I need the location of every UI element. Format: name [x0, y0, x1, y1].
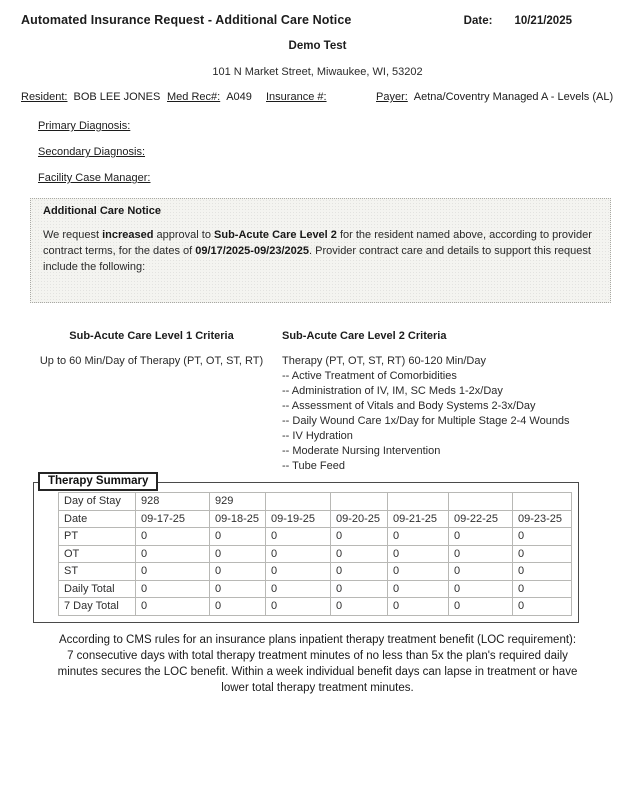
table-cell: 0 — [136, 528, 210, 546]
level2-criteria-heading: Sub-Acute Care Level 2 Criteria — [282, 330, 447, 342]
notice-bold-text: 09/17/2025-09/23/2025 — [195, 245, 310, 257]
table-cell: 0 — [266, 598, 331, 616]
date-label: Date: — [463, 15, 493, 27]
additional-care-notice-box — [30, 198, 611, 303]
table-cell: 0 — [449, 580, 513, 598]
table-cell: 09-20-25 — [331, 510, 388, 528]
table-cell: 09-17-25 — [136, 510, 210, 528]
notice-heading: Additional Care Notice — [43, 205, 161, 217]
table-row — [59, 510, 572, 528]
table-cell: 0 — [266, 528, 331, 546]
table-cell: 0 — [266, 563, 331, 581]
table-row — [59, 580, 572, 598]
table-cell — [266, 493, 331, 511]
table-cell: 0 — [513, 563, 572, 581]
table-cell: 0 — [136, 598, 210, 616]
notice-bold-text: increased — [102, 229, 154, 241]
table-cell: 0 — [331, 598, 388, 616]
table-cell: 0 — [331, 563, 388, 581]
table-cell — [331, 493, 388, 511]
resident-value: BOB LEE JONES — [73, 91, 161, 103]
page-title: Automated Insurance Request - Additional Care Notice — [21, 13, 352, 27]
table-cell: 0 — [136, 563, 210, 581]
level1-criteria-heading: Sub-Acute Care Level 1 Criteria — [69, 330, 234, 342]
table-cell: 0 — [210, 598, 266, 616]
table-cell: 0 — [136, 545, 210, 563]
secondary-diagnosis-label: Secondary Diagnosis: — [38, 146, 146, 158]
text-line: According to CMS rules for an insurance plans inpatient therapy treatment benefit (LOC requirement): — [58, 633, 577, 646]
text-line: Therapy (PT, OT, ST, RT) 60-120 Min/Day — [282, 355, 486, 367]
notice-bold-text: Sub-Acute Care Level 2 — [214, 229, 337, 241]
med-rec-field — [167, 91, 266, 103]
document-header — [21, 13, 614, 27]
level2-criteria-column — [282, 330, 578, 474]
resident-label: Resident: — [21, 91, 68, 103]
resident-info-row — [21, 91, 614, 103]
table-cell: 0 — [136, 580, 210, 598]
row-label: OT — [59, 545, 136, 563]
table-cell: 0 — [449, 563, 513, 581]
table-cell: 0 — [388, 545, 449, 563]
table-cell — [388, 493, 449, 511]
table-cell: 0 — [449, 598, 513, 616]
table-row — [59, 545, 572, 563]
payer-field — [376, 91, 614, 103]
table-cell: 09-19-25 — [266, 510, 331, 528]
table-cell: 09-21-25 — [388, 510, 449, 528]
table-cell: 0 — [210, 545, 266, 563]
level2-criteria-list — [282, 354, 578, 474]
row-label: Daily Total — [59, 580, 136, 598]
table-cell: 09-18-25 — [210, 510, 266, 528]
primary-diagnosis-field — [38, 120, 614, 132]
text-line: -- Assessment of Vitals and Body Systems 2-3x/Day — [282, 400, 536, 412]
text-line: 7 consecutive days with total therapy treatment minutes of no less than 5x the plan's required daily — [67, 649, 568, 662]
table-cell: 0 — [210, 563, 266, 581]
criteria-section — [21, 330, 614, 474]
text-line: -- Tube Feed — [282, 460, 345, 472]
table-cell: 0 — [388, 528, 449, 546]
row-label: Date — [59, 510, 136, 528]
row-label: Day of Stay — [59, 493, 136, 511]
facility-case-manager-field — [38, 172, 614, 184]
resident-field — [21, 91, 167, 103]
table-cell: 0 — [210, 580, 266, 598]
table-cell: 0 — [331, 545, 388, 563]
text-line: -- Moderate Nursing Intervention — [282, 445, 441, 457]
table-cell: 0 — [331, 528, 388, 546]
table-cell: 929 — [210, 493, 266, 511]
table-row — [59, 493, 572, 511]
table-row — [59, 598, 572, 616]
table-row — [59, 528, 572, 546]
therapy-summary-table — [58, 492, 572, 616]
notice-text: We request — [43, 229, 103, 241]
table-cell: 0 — [449, 528, 513, 546]
table-row — [59, 563, 572, 581]
facility-name: Demo Test — [288, 40, 347, 52]
date-group — [464, 15, 614, 27]
notice-text: . Provider contract care and details to support this request include the following: — [43, 245, 591, 273]
table-cell — [449, 493, 513, 511]
table-cell: 0 — [449, 545, 513, 563]
text-line: Up to 60 Min/Day of Therapy (PT, OT, ST, RT) — [39, 355, 264, 367]
primary-diagnosis-label: Primary Diagnosis: — [38, 120, 131, 132]
table-cell: 0 — [513, 528, 572, 546]
diagnosis-block — [38, 120, 614, 184]
text-line: -- Administration of IV, IM, SC Meds 1-2x/Day — [282, 385, 503, 397]
table-cell: 0 — [266, 580, 331, 598]
facility-case-manager-label: Facility Case Manager: — [38, 172, 151, 184]
table-cell: 0 — [388, 563, 449, 581]
table-cell: 928 — [136, 493, 210, 511]
table-cell — [513, 493, 572, 511]
level1-criteria-list — [21, 354, 282, 369]
table-cell: 0 — [331, 580, 388, 598]
text-line: -- Daily Wound Care 1x/Day for Multiple Stage 2-4 Wounds — [282, 415, 570, 427]
notice-text: approval to — [153, 229, 215, 241]
med-rec-label: Med Rec#: — [167, 91, 221, 103]
table-cell: 0 — [513, 598, 572, 616]
table-cell: 0 — [266, 545, 331, 563]
table-cell: 0 — [513, 580, 572, 598]
cms-rules-note — [21, 632, 614, 696]
level1-criteria-column — [21, 330, 282, 474]
table-cell: 09-22-25 — [449, 510, 513, 528]
notice-text: for the resident named above, according to provider contract terms, for the dates of — [43, 229, 592, 257]
med-rec-value: A049 — [226, 91, 252, 103]
facility-address: 101 N Market Street, Miwaukee, WI, 53202 — [212, 66, 423, 78]
insurance-field — [266, 91, 376, 103]
therapy-summary-label: Therapy Summary — [38, 472, 158, 491]
text-line: minutes secures the LOC benefit. Within a week individual benefit days can lapse in treatment or have — [57, 665, 578, 678]
table-cell: 0 — [388, 598, 449, 616]
secondary-diagnosis-field — [38, 146, 614, 158]
payer-value: Aetna/Coventry Managed A - Levels (AL) — [413, 91, 614, 103]
insurance-label: Insurance #: — [266, 91, 327, 103]
row-label: PT — [59, 528, 136, 546]
table-cell: 0 — [210, 528, 266, 546]
notice-body — [43, 227, 596, 275]
row-label: 7 Day Total — [59, 598, 136, 616]
therapy-summary-box — [33, 475, 579, 623]
table-cell: 09-23-25 — [513, 510, 572, 528]
table-cell: 0 — [513, 545, 572, 563]
payer-label: Payer: — [376, 91, 408, 103]
text-line: -- IV Hydration — [282, 430, 353, 442]
table-cell: 0 — [388, 580, 449, 598]
text-line: -- Active Treatment of Comorbidities — [282, 370, 457, 382]
text-line: lower total therapy treatment minutes. — [221, 681, 414, 694]
date-value: 10/21/2025 — [514, 15, 572, 27]
row-label: ST — [59, 563, 136, 581]
